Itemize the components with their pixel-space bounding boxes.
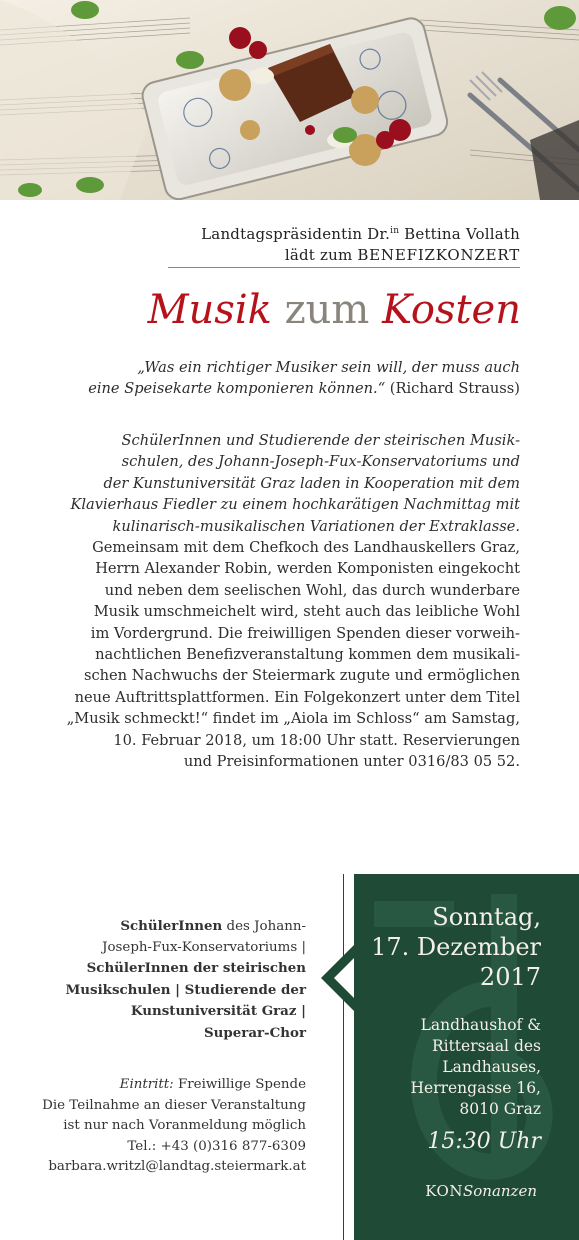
phone-number[interactable]: Tel.: +43 (0)316 877-6309 (127, 1138, 306, 1154)
title-word-musik: Musik (147, 287, 272, 333)
description-line: „Musik schmeckt!“ findet im „Aiola im Schloss“ am Samstag, (66, 710, 520, 728)
host-line (201, 221, 520, 245)
event-title (148, 282, 521, 338)
performer-name: Superar-Chor (203, 1024, 306, 1041)
event-venue (341, 1015, 541, 1120)
description-line: schulen, des Johann-Joseph-Fux-Konservatoriums und (121, 453, 520, 471)
venue-line: 8010 Graz (459, 1100, 541, 1118)
description-line: neue Auftrittsplattformen. Ein Folgekonzert unter dem Titel (74, 688, 520, 706)
quote-author: (Richard Strauss) (385, 380, 520, 398)
host-name-prefix: Landtagspräsidentin Dr. (201, 225, 391, 243)
performer-name: Kunstuniversität Graz | (130, 1003, 306, 1020)
description-line: Musik umschmeichelt wird, steht auch das leibliche Wohl (93, 603, 520, 621)
quote (40, 357, 520, 400)
hero-photo (0, 0, 579, 200)
performer-detail: Joseph-Fux-Konservatoriums | (102, 939, 306, 955)
performers-list (30, 916, 306, 1045)
event-date (341, 902, 541, 992)
description-line: der Kunstuniversität Graz laden in Kooperation mit dem (103, 474, 520, 492)
event-kind: BENEFIZKONZERT (357, 246, 520, 264)
venue-line: Landhauses, (442, 1058, 541, 1076)
performer-name: Musikschulen | Studierende der (65, 981, 306, 998)
header-divider (168, 267, 520, 268)
description-line: und Preisinformationen unter 0316/83 05 52. (183, 753, 520, 771)
description-line: kulinarisch-musikalischen Variationen der Extraklasse. (112, 517, 520, 535)
date-weekday: Sonntag, (432, 903, 541, 931)
date-year: 2017 (479, 963, 541, 991)
description-line: Gemeinsam mit dem Chefkoch des Landhauskellers Graz, (92, 539, 520, 557)
venue-line: Rittersaal des (431, 1037, 541, 1055)
description-line: im Vordergrund. Die freiwilligen Spenden dieser vorweih- (90, 624, 520, 642)
event-time: 15:30 Uhr (427, 1129, 541, 1154)
title-superscript: in (390, 226, 400, 236)
description-line: Klavierhaus Fiedler zu einem hochkarätigen Nachmittag mit (70, 496, 520, 514)
description-line: schen Nachwuchs der Steiermark zugute und ermöglichen (83, 667, 520, 685)
host-name: Bettina Vollath (399, 225, 520, 243)
performer-detail: des Johann- (222, 919, 306, 934)
contact-info (30, 1075, 306, 1178)
venue-line: Herrengasse 16, (410, 1079, 541, 1097)
description-line: SchülerInnen und Studierende der steirischen Musik- (121, 432, 520, 449)
quote-line: „Was ein richtiger Musiker sein will, der muss auch (137, 359, 520, 376)
performer-name: SchülerInnen der steirischen (86, 960, 306, 977)
invitation-header (201, 221, 520, 266)
dessert-photo-illustration (0, 0, 579, 200)
description-line: nachtlichen Benefizveranstaltung kommen dem musikali- (95, 646, 520, 664)
entry-label: Eintritt: (119, 1077, 174, 1092)
title-word-zum: zum (271, 287, 383, 333)
performer-name: SchülerInnen (120, 918, 223, 934)
title-word-kosten: Kosten (382, 287, 521, 333)
description-line: Herrn Alexander Robin, werden Komponisten eingekocht (95, 560, 520, 578)
email-address[interactable]: barbara.writzl@landtag.steiermark.at (48, 1159, 306, 1175)
event-description (40, 430, 520, 773)
entry-value: Freiwillige Spende (173, 1077, 306, 1092)
description-line: und neben dem seelischen Wohl, das durch wunderbare (104, 581, 520, 599)
description-line: 10. Februar 2018, um 18:00 Uhr statt. Reservierungen (113, 731, 520, 749)
invite-line (201, 245, 520, 266)
logo-part: Sonanzen (462, 1182, 537, 1200)
registration-note: ist nur nach Voranmeldung möglich (63, 1118, 306, 1134)
quote-line: eine Speisekarte komponieren können.“ (88, 380, 386, 398)
venue-line: Landhaushof & (420, 1016, 541, 1034)
date-day-month: 17. Dezember (371, 933, 541, 961)
invite-text: lädt zum (284, 246, 358, 264)
logo-part: KON (425, 1182, 463, 1200)
konsonanzen-logo (425, 1182, 537, 1200)
registration-note: Die Teilnahme an dieser Veranstaltung (42, 1097, 306, 1113)
